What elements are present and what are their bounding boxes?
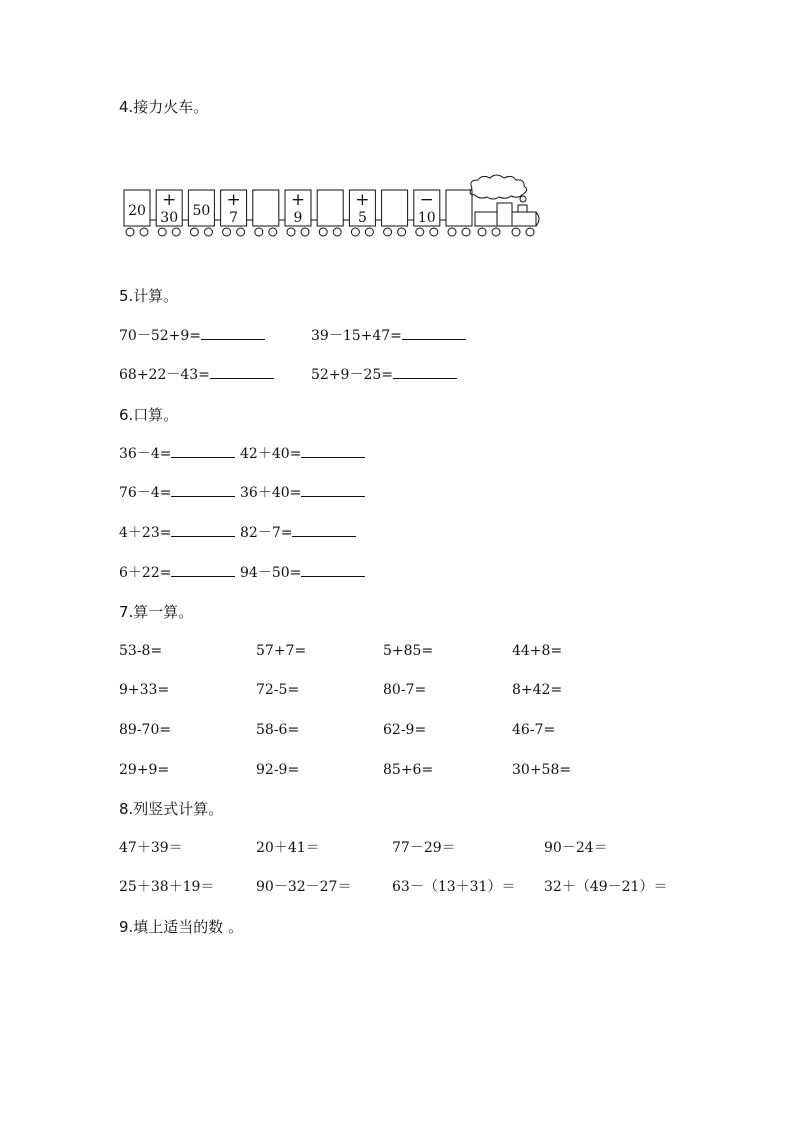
answer-blank[interactable] [292,522,356,537]
wheel-icon [237,228,245,236]
q6-expression: 4＋23= [119,525,172,541]
q8-problem: 25＋38＋19＝ [119,879,215,895]
train-car[interactable] [279,190,311,226]
q6-problem [119,562,235,584]
q7-problem: 5+85= [383,643,434,659]
wheel-icon [172,228,180,236]
train-car[interactable] [343,190,375,226]
q7-problem: 46-7= [512,722,556,738]
q7-problem: 80-7= [383,682,427,698]
wheel-icon [190,228,198,236]
q6-problem [240,482,365,504]
q6-problem [119,482,235,504]
car-number: 10 [417,210,436,226]
car-operator: + [355,190,370,210]
wheel-icon [287,228,295,236]
wheel-icon [384,228,392,236]
locomotive-chimney [518,205,527,212]
q6-expression: 42＋40= [240,446,302,462]
question-4-title: 4.接力火车。 [119,98,209,116]
q6-problem [119,522,235,544]
question-7-title: 7.算一算。 [119,603,194,621]
train-car[interactable] [375,190,407,226]
q5-problem [119,325,265,347]
q7-problem: 44+8= [512,643,563,659]
wheel-icon [492,228,500,236]
wheel-icon [462,228,470,236]
locomotive-front-body [475,212,497,226]
q6-problem [240,522,356,544]
car-number: 20 [128,203,146,219]
q5-problem [119,364,274,386]
car-number: 30 [160,210,179,226]
q7-problem: 72-5= [256,682,300,698]
train-car[interactable] [150,190,182,226]
train-car[interactable] [124,190,150,226]
answer-blank[interactable] [201,325,265,340]
wheel-icon [365,228,373,236]
q6-problem [240,443,365,465]
q8-problem: 20＋41＝ [256,840,320,856]
locomotive-boiler [512,212,536,226]
q8-problem: 32＋（49－21）＝ [544,879,668,895]
q7-problem: 58-6= [256,722,300,738]
train-car-box[interactable] [253,190,279,226]
wheel-icon [255,228,263,236]
wheel-icon [430,228,438,236]
wheel-icon [448,228,456,236]
q5-expression: 52+9－25= [311,367,393,383]
q8-problem: 90－32－27＝ [256,879,352,895]
car-number: 7 [229,210,239,226]
wheel-icon [416,228,424,236]
wheel-icon [512,228,520,236]
car-operator: − [419,190,434,210]
wheel-icon [333,228,341,236]
train-car[interactable] [440,190,472,226]
q7-problem: 8+42= [512,682,563,698]
locomotive-dome [520,196,526,202]
q8-problem: 90－24＝ [544,840,608,856]
answer-blank[interactable] [301,482,365,497]
car-number: 5 [357,210,367,226]
car-number: 50 [192,203,211,219]
wheel-icon [526,228,534,236]
q5-problem [311,364,457,386]
relay-train [120,176,546,242]
q6-problem [240,562,365,584]
train-car-box[interactable] [446,190,472,226]
answer-blank[interactable] [301,562,365,577]
q7-problem: 62-9= [383,722,427,738]
wheel-icon [126,228,134,236]
locomotive [470,175,539,226]
answer-blank[interactable] [171,443,235,458]
car-number: 9 [293,210,303,226]
wheel-icon [269,228,277,236]
wheel-icon [140,228,148,236]
car-operator: + [290,190,306,210]
wheel-icon [478,228,486,236]
q5-expression: 70－52+9= [119,328,201,344]
answer-blank[interactable] [171,522,235,537]
train-car-box[interactable] [382,190,408,226]
wheel-icon [204,228,212,236]
wheel-icon [319,228,327,236]
train-car[interactable] [247,190,279,226]
q8-problem: 77－29＝ [392,840,456,856]
q5-expression: 68+22－43= [119,367,210,383]
answer-blank[interactable] [301,443,365,458]
q6-expression: 36＋40= [240,485,302,501]
answer-blank[interactable] [393,364,457,379]
train-car[interactable] [311,190,343,226]
wheel-icon [351,228,359,236]
q7-problem: 92-9= [256,762,300,778]
wheel-icon [398,228,406,236]
car-operator: + [162,190,177,210]
train-car[interactable] [182,190,214,226]
question-8-title: 8.列竖式计算。 [119,800,224,818]
train-car-box[interactable] [317,190,343,226]
q6-expression: 82－7= [240,525,293,541]
q8-problem: 47＋39＝ [119,840,183,856]
answer-blank[interactable] [171,482,235,497]
question-9-title: 9.填上适当的数 。 [119,918,244,936]
answer-blank[interactable] [402,325,466,340]
answer-blank[interactable] [171,562,235,577]
answer-blank[interactable] [210,364,274,379]
q7-problem: 30+58= [512,762,572,778]
q5-expression: 39－15+47= [311,328,402,344]
q5-problem [311,325,466,347]
locomotive-smoke [470,175,526,199]
train-car[interactable] [408,190,440,226]
question-5-title: 5.计算。 [119,287,179,305]
q7-problem: 85+6= [383,762,434,778]
relay-train-svg [120,176,546,242]
question-6-title: 6.口算。 [119,406,179,424]
wheel-icon [301,228,309,236]
q6-expression: 6＋22= [119,565,172,581]
locomotive-cab [497,203,512,226]
q7-problem: 9+33= [119,682,170,698]
q6-expression: 36－4= [119,446,172,462]
q7-problem: 29+9= [119,762,170,778]
train-car[interactable] [214,190,246,226]
q7-problem: 53-8= [119,643,163,659]
q6-expression: 94－50= [240,565,302,581]
wheel-icon [158,228,166,236]
q6-problem [119,443,235,465]
q8-problem: 63－（13＋31）＝ [392,879,516,895]
q7-problem: 89-70= [119,722,172,738]
car-operator: + [226,190,241,210]
wheel-icon [223,228,231,236]
q7-problem: 57+7= [256,643,307,659]
q6-expression: 76－4= [119,485,172,501]
